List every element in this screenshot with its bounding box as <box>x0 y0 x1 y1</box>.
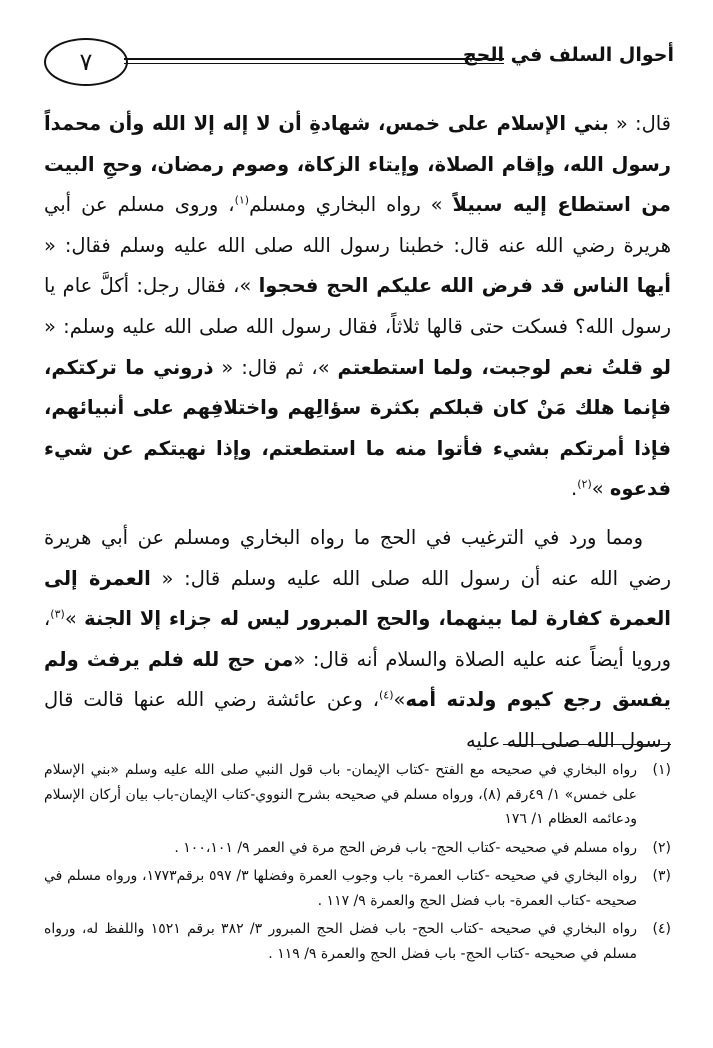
footnotes <box>44 758 671 970</box>
page-number <box>44 38 128 86</box>
paragraph-1 <box>44 104 671 510</box>
footnote-text: رواه البخاري في صحيحه مع الفتح -كتاب الإيمان- باب قول النبي صلى الله عليه وسلم «بني الإسلام على خمس» ١/ ٤٩رقم (٨)، ورواه مسلم في صحيحه بشرح النووي-كتاب الإيمان-باب بيان أركان الإسلام ودعائمه العظام ١/ ١٧٦ <box>44 762 637 827</box>
text-run: . <box>571 477 578 501</box>
text-run: ، وروى مسلم عن أبي هريرة رضي الله عنه قال: خطبنا رسول الله صلى الله عليه وسلم فقال: « <box>44 193 671 257</box>
hadith-quote: لو قلتُ نعم لوجبت، ولما استطعتم <box>337 355 671 379</box>
header-rule-thin <box>124 63 504 64</box>
text-run: ومما ورد في الترغيب في الحج ما رواه البخاري ومسلم عن أبي هريرة رضي الله عنه أن رسول الله صلى الله عليه وسلم قال: « <box>44 525 671 590</box>
footnote-ref-4[interactable]: (٤) <box>379 688 394 702</box>
footnote-ref-3[interactable]: (٣) <box>50 607 65 621</box>
hadith-quote: ذروني ما تركتكم، فإنما هلك مَنْ كان قبلكم بكثرة سؤالِهم واختلافِهم على أنبيائهم، فإذا أمرتكم بشيء فأتوا منه ما استطعتم، وإذا نهيتكم عن شيء فدعوه <box>44 355 671 501</box>
footnote-separator <box>503 744 671 745</box>
text-run: »، ثم قال: « <box>213 355 338 379</box>
footnote-text: رواه مسلم في صحيحه -كتاب الحج- باب فرض الحج مرة في العمر ٩/ ١٠٠،١٠١ . <box>174 839 637 856</box>
hadith-quote: أيها الناس قد فرض الله عليكم الحج فحجوا <box>258 274 671 298</box>
running-title: أحوال السلف في الحج <box>462 44 674 66</box>
footnote-ref-2[interactable]: (٢) <box>577 477 592 491</box>
text-run: » رواه البخاري ومسلم <box>249 193 453 217</box>
hadith-quote: بني الإسلام على خمس، شهادةِ أن لا إله إلا الله وأن محمداً رسول الله، وإقام الصلاة، وإيتاء الزكاة، وصوم رمضان، وحجِ البيت من استطاع إليه سبيلاً <box>44 112 672 217</box>
text-run: » <box>64 607 85 631</box>
text-run: » <box>591 477 610 501</box>
text-run: »، فقال رجل: أكلَّ عام يا رسول الله؟ فسكت حتى قالها ثلاثاً، فقال رسول الله صلى الله عليه وسلم: « <box>44 274 671 338</box>
hadith-quote: العمرة إلى العمرة كفارة لما بينهما، والحج المبرور ليس له جزاء إلا الجنة <box>44 566 671 631</box>
main-text <box>44 104 671 762</box>
footnote-1 <box>44 758 671 832</box>
footnote-text: رواه البخاري في صحيحه -كتاب العمرة- باب وجوب العمرة وفضلها ٣/ ٥٩٧ برقم١٧٧٣، ورواه مسلم في صحيحه -كتاب العمرة- باب فضل الحج والعمرة ٩/ ١١٧ . <box>44 868 637 909</box>
header-rule <box>124 58 504 60</box>
footnote-2 <box>44 836 671 861</box>
paragraph-2 <box>44 518 671 762</box>
footnote-number: (٣) <box>652 868 671 884</box>
footnote-number: (١) <box>652 762 671 778</box>
page-number-text: ٧ <box>79 48 93 76</box>
hadith-quote: من حج لله فلم يرفث ولم يفسق رجع كيوم ولدته أمه <box>44 647 671 712</box>
text-run: » <box>393 688 406 712</box>
footnote-4 <box>44 917 671 966</box>
footnote-3 <box>44 864 671 913</box>
footnote-number: (٢) <box>652 839 671 856</box>
text-run: قال: « <box>608 112 672 135</box>
footnote-ref-1[interactable]: (١) <box>234 193 250 207</box>
footnote-text: رواه البخاري في صحيحه -كتاب الحج- باب فضل الحج المبرور ٣/ ٣٨٢ برقم ١٥٢١ واللفظ له، ورواه مسلم في صحيحه -كتاب الحج- باب فضل الحج والعمرة ٩/ ١١٩ . <box>44 921 637 962</box>
text-run: ، وعن عائشة رضي الله عنها قالت قال رسول الله صلى الله عليه <box>44 688 671 752</box>
footnote-number: (٤) <box>652 921 671 937</box>
page-header <box>38 30 674 90</box>
text-run: ، ورويا أيضاً عنه عليه الصلاة والسلام أنه قال: « <box>44 607 671 671</box>
